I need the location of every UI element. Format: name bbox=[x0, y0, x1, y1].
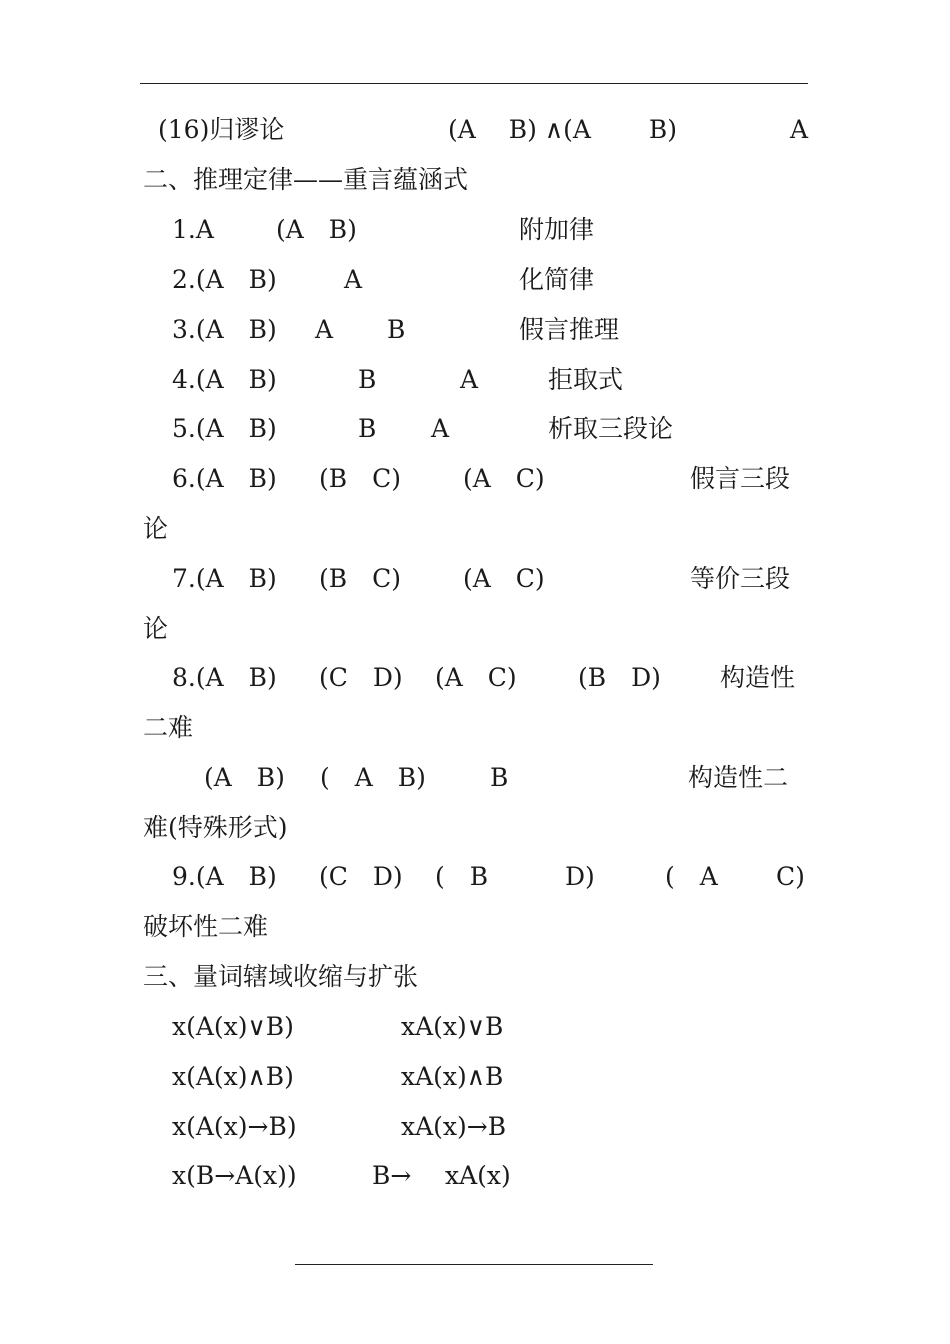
law-9-formula-b: (C D) bbox=[319, 862, 403, 891]
quantifier-2-right: xA(x)∧B bbox=[401, 1062, 504, 1091]
law-7-name: 等价三段 bbox=[690, 564, 791, 593]
law-4-formula: 4.(A B) bbox=[172, 365, 277, 394]
law-2-formula-b: A bbox=[344, 265, 363, 294]
law-6-name: 假言三段 bbox=[690, 464, 791, 493]
section-heading-3: 三、量词辖域收缩与扩张 bbox=[143, 962, 419, 991]
quantifier-4-left: x(B→A(x)) bbox=[172, 1161, 297, 1190]
footer-rule bbox=[295, 1264, 653, 1265]
law-8-formula: 8.(A B) bbox=[172, 663, 277, 692]
law-4-formula-c: A bbox=[460, 365, 479, 394]
law-3-formula: 3.(A B) bbox=[172, 315, 277, 344]
law-5-formula-c: A bbox=[431, 414, 450, 443]
quantifier-3-right: xA(x)→B bbox=[401, 1112, 507, 1141]
quantifier-2-left: x(A(x)∧B) bbox=[172, 1062, 294, 1091]
law-6-formula-b: (B C) bbox=[319, 464, 402, 493]
law-2-name: 化简律 bbox=[519, 265, 595, 294]
law-5-formula-b: B bbox=[358, 414, 377, 443]
law-8-formula-b: (C D) bbox=[319, 663, 403, 692]
law-5-formula: 5.(A B) bbox=[172, 414, 277, 443]
line-0-part-0: (16)归谬论 bbox=[158, 115, 285, 144]
law-9-formula: 9.(A B) bbox=[172, 862, 277, 891]
line-0-part-1: (A B) ∧(A B) bbox=[448, 115, 678, 144]
law-7-formula-c: (A C) bbox=[463, 564, 545, 593]
law-8-formula-d: (B D) bbox=[578, 663, 661, 692]
law-7-formula: 7.(A B) bbox=[172, 564, 277, 593]
line-0-part-2: A bbox=[790, 115, 809, 144]
law-8b-formula: (A B) bbox=[204, 763, 285, 792]
header-rule bbox=[140, 83, 808, 84]
law-9-formula-d: D) bbox=[565, 862, 595, 891]
law-9-formula-c: ( B bbox=[435, 862, 489, 891]
law-7-name-cont: 论 bbox=[143, 614, 169, 643]
law-9-formula-e: ( A bbox=[665, 862, 718, 891]
law-4-formula-b: B bbox=[358, 365, 377, 394]
quantifier-4-mid: B→ bbox=[372, 1161, 412, 1190]
law-6-name-cont: 论 bbox=[143, 514, 169, 543]
law-7-formula-b: (B C) bbox=[319, 564, 402, 593]
law-8b-name: 构造性二 bbox=[688, 763, 789, 792]
quantifier-1-right: xA(x)∨B bbox=[401, 1012, 504, 1041]
law-1-formula: 1.A bbox=[172, 215, 214, 244]
quantifier-4-right: xA(x) bbox=[445, 1161, 511, 1190]
law-1-formula-b: (A B) bbox=[276, 215, 357, 244]
law-8b-formula-c: B bbox=[490, 763, 509, 792]
law-8b-formula-b: ( A B) bbox=[320, 763, 426, 792]
law-3-formula-b: A bbox=[315, 315, 334, 344]
law-9-name: 破坏性二难 bbox=[143, 912, 269, 941]
law-3-name: 假言推理 bbox=[519, 315, 620, 344]
law-3-formula-c: B bbox=[387, 315, 406, 344]
law-9-formula-f: C) bbox=[776, 862, 805, 891]
quantifier-1-left: x(A(x)∨B) bbox=[172, 1012, 294, 1041]
law-8-name-cont: 二难 bbox=[143, 713, 194, 742]
law-5-name: 析取三段论 bbox=[548, 414, 674, 443]
law-6-formula-c: (A C) bbox=[463, 464, 545, 493]
law-6-formula: 6.(A B) bbox=[172, 464, 277, 493]
law-1-name: 附加律 bbox=[519, 215, 595, 244]
section-heading-2: 二、推理定律——重言蕴涵式 bbox=[143, 165, 469, 194]
law-2-formula: 2.(A B) bbox=[172, 265, 277, 294]
law-4-name: 拒取式 bbox=[548, 365, 624, 394]
law-8b-name-cont: 难(特殊形式) bbox=[143, 813, 288, 842]
law-8-name: 构造性 bbox=[720, 663, 796, 692]
quantifier-3-left: x(A(x)→B) bbox=[172, 1112, 297, 1141]
law-8-formula-c: (A C) bbox=[435, 663, 517, 692]
